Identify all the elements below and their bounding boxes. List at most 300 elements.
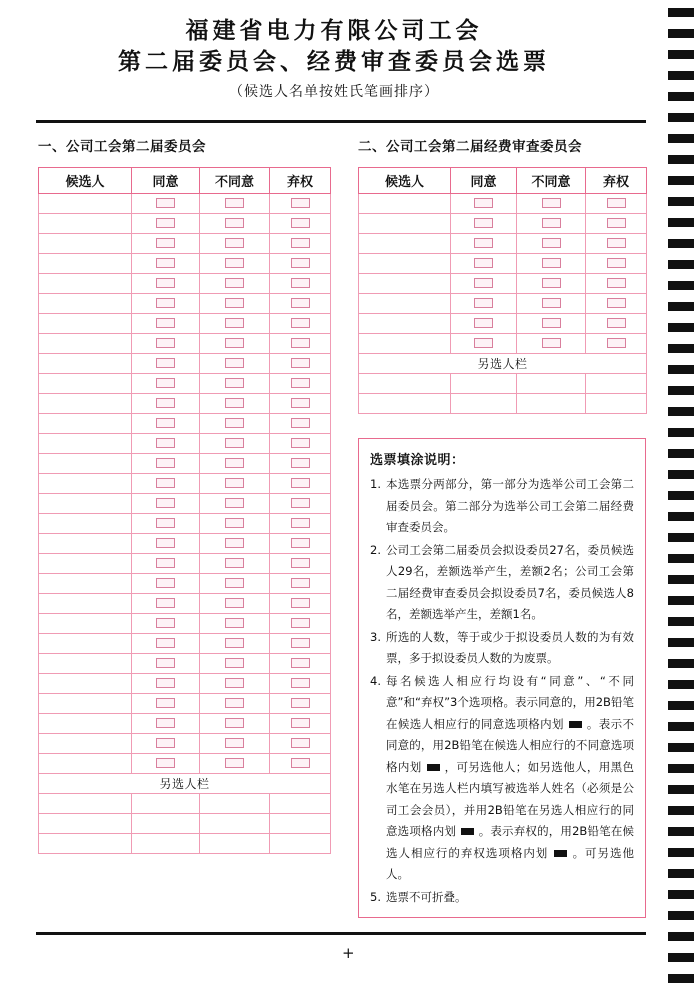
write-in-mark-cell[interactable] xyxy=(132,814,200,834)
table-row[interactable] xyxy=(39,254,331,274)
abstain-cell[interactable] xyxy=(270,694,331,714)
disagree-cell[interactable] xyxy=(200,234,270,254)
table-row[interactable] xyxy=(39,374,331,394)
table-row[interactable] xyxy=(359,194,647,214)
agree-cell[interactable] xyxy=(132,274,200,294)
mark-box[interactable] xyxy=(607,238,626,248)
agree-cell[interactable] xyxy=(451,334,517,354)
write-in-row[interactable] xyxy=(39,814,331,834)
table-row[interactable] xyxy=(359,274,647,294)
table-row[interactable] xyxy=(39,734,331,754)
table-row[interactable] xyxy=(39,414,331,434)
candidate-name-cell xyxy=(39,614,132,634)
write-in-name-cell[interactable] xyxy=(359,394,451,414)
abstain-cell[interactable] xyxy=(270,514,331,534)
mark-box[interactable] xyxy=(156,278,175,288)
mark-box[interactable] xyxy=(291,658,310,668)
mark-box[interactable] xyxy=(291,718,310,728)
agree-cell[interactable] xyxy=(132,234,200,254)
mark-box[interactable] xyxy=(607,258,626,268)
abstain-cell[interactable] xyxy=(586,274,647,294)
mark-box[interactable] xyxy=(291,378,310,388)
mark-box[interactable] xyxy=(156,478,175,488)
agree-cell[interactable] xyxy=(451,294,517,314)
mark-box[interactable] xyxy=(225,698,244,708)
mark-box[interactable] xyxy=(225,558,244,568)
table-row[interactable] xyxy=(39,474,331,494)
mark-box[interactable] xyxy=(542,258,561,268)
mark-box[interactable] xyxy=(225,738,244,748)
abstain-cell[interactable] xyxy=(270,634,331,654)
mark-box[interactable] xyxy=(291,298,310,308)
agree-cell[interactable] xyxy=(132,454,200,474)
mark-box[interactable] xyxy=(156,738,175,748)
abstain-cell[interactable] xyxy=(270,494,331,514)
disagree-cell[interactable] xyxy=(200,454,270,474)
table-row[interactable] xyxy=(39,554,331,574)
agree-cell[interactable] xyxy=(132,314,200,334)
abstain-cell[interactable] xyxy=(270,714,331,734)
mark-box[interactable] xyxy=(156,378,175,388)
mark-box[interactable] xyxy=(291,638,310,648)
mark-box[interactable] xyxy=(225,758,244,768)
mark-box[interactable] xyxy=(607,338,626,348)
agree-cell[interactable] xyxy=(132,694,200,714)
agree-cell[interactable] xyxy=(451,234,517,254)
agree-cell[interactable] xyxy=(132,654,200,674)
mark-box[interactable] xyxy=(156,538,175,548)
table-row[interactable] xyxy=(39,394,331,414)
instruction-text: 本选票分两部分，第一部分为选举公司工会第二届委员会。第二部分为选举公司工会第二届经费审查委员会。 xyxy=(386,477,634,534)
table-row[interactable] xyxy=(39,454,331,474)
ballot-table-finance[interactable] xyxy=(358,167,647,414)
mark-box[interactable] xyxy=(607,198,626,208)
abstain-cell[interactable] xyxy=(586,254,647,274)
mark-box[interactable] xyxy=(542,298,561,308)
mark-box[interactable] xyxy=(156,598,175,608)
table-row[interactable] xyxy=(39,754,331,774)
abstain-cell[interactable] xyxy=(586,334,647,354)
table-row[interactable] xyxy=(39,214,331,234)
abstain-cell[interactable] xyxy=(270,314,331,334)
mark-box[interactable] xyxy=(156,618,175,628)
disagree-cell[interactable] xyxy=(200,554,270,574)
table-row[interactable] xyxy=(39,274,331,294)
mark-box[interactable] xyxy=(291,258,310,268)
table-row[interactable] xyxy=(359,314,647,334)
disagree-cell[interactable] xyxy=(200,514,270,534)
table-row[interactable] xyxy=(359,294,647,314)
mark-box[interactable] xyxy=(156,498,175,508)
mark-box[interactable] xyxy=(542,198,561,208)
mark-box[interactable] xyxy=(474,298,493,308)
mark-box[interactable] xyxy=(225,418,244,428)
mark-box[interactable] xyxy=(156,458,175,468)
abstain-cell[interactable] xyxy=(270,394,331,414)
mark-box[interactable] xyxy=(225,578,244,588)
mark-box[interactable] xyxy=(474,258,493,268)
disagree-cell[interactable] xyxy=(200,394,270,414)
mark-box[interactable] xyxy=(225,718,244,728)
candidate-name-cell xyxy=(39,714,132,734)
agree-cell[interactable] xyxy=(132,634,200,654)
mark-box[interactable] xyxy=(291,758,310,768)
disagree-cell[interactable] xyxy=(517,294,586,314)
mark-box[interactable] xyxy=(156,238,175,248)
abstain-cell[interactable] xyxy=(586,194,647,214)
mark-box[interactable] xyxy=(225,238,244,248)
mark-box[interactable] xyxy=(156,298,175,308)
table-row[interactable] xyxy=(39,694,331,714)
disagree-cell[interactable] xyxy=(200,354,270,374)
abstain-cell[interactable] xyxy=(270,554,331,574)
agree-cell[interactable] xyxy=(132,734,200,754)
agree-cell[interactable] xyxy=(132,674,200,694)
mark-box[interactable] xyxy=(225,298,244,308)
mark-box[interactable] xyxy=(291,698,310,708)
disagree-cell[interactable] xyxy=(200,334,270,354)
abstain-cell[interactable] xyxy=(270,354,331,374)
mark-box[interactable] xyxy=(474,198,493,208)
table-row[interactable] xyxy=(39,294,331,314)
mark-box[interactable] xyxy=(291,598,310,608)
write-in-mark-cell[interactable] xyxy=(586,374,647,394)
disagree-cell[interactable] xyxy=(200,494,270,514)
disagree-cell[interactable] xyxy=(200,754,270,774)
mark-box[interactable] xyxy=(156,658,175,668)
mark-box[interactable] xyxy=(291,338,310,348)
mark-box[interactable] xyxy=(474,238,493,248)
write-in-mark-cell[interactable] xyxy=(517,374,586,394)
table-row[interactable] xyxy=(39,194,331,214)
mark-box[interactable] xyxy=(291,398,310,408)
column-header-disagree: 不同意 xyxy=(200,168,270,194)
mark-box[interactable] xyxy=(225,498,244,508)
abstain-cell[interactable] xyxy=(586,214,647,234)
mark-box[interactable] xyxy=(156,218,175,228)
agree-cell[interactable] xyxy=(132,494,200,514)
abstain-cell[interactable] xyxy=(270,234,331,254)
disagree-cell[interactable] xyxy=(200,694,270,714)
mark-box[interactable] xyxy=(225,658,244,668)
table-row[interactable] xyxy=(39,334,331,354)
disagree-cell[interactable] xyxy=(517,254,586,274)
table-row[interactable] xyxy=(39,534,331,554)
mark-box[interactable] xyxy=(474,338,493,348)
disagree-cell[interactable] xyxy=(200,434,270,454)
agree-cell[interactable] xyxy=(451,254,517,274)
abstain-cell[interactable] xyxy=(270,734,331,754)
table-row[interactable] xyxy=(359,254,647,274)
write-in-mark-cell[interactable] xyxy=(451,394,517,414)
disagree-cell[interactable] xyxy=(200,534,270,554)
mark-box[interactable] xyxy=(156,418,175,428)
disagree-cell[interactable] xyxy=(517,314,586,334)
disagree-cell[interactable] xyxy=(200,374,270,394)
mark-box[interactable] xyxy=(156,518,175,528)
table-row[interactable] xyxy=(39,494,331,514)
perforation-tick xyxy=(668,890,694,899)
mark-box[interactable] xyxy=(291,518,310,528)
write-in-name-cell[interactable] xyxy=(359,374,451,394)
agree-cell[interactable] xyxy=(451,314,517,334)
disagree-cell[interactable] xyxy=(200,274,270,294)
table-row[interactable] xyxy=(39,674,331,694)
agree-cell[interactable] xyxy=(132,574,200,594)
mark-box[interactable] xyxy=(607,318,626,328)
mark-box[interactable] xyxy=(156,698,175,708)
mark-box[interactable] xyxy=(291,358,310,368)
write-in-mark-cell[interactable] xyxy=(586,394,647,414)
disagree-cell[interactable] xyxy=(200,294,270,314)
agree-cell[interactable] xyxy=(132,534,200,554)
agree-cell[interactable] xyxy=(132,294,200,314)
mark-box[interactable] xyxy=(156,438,175,448)
perforation-tick xyxy=(668,197,694,206)
table-row[interactable] xyxy=(39,634,331,654)
abstain-cell[interactable] xyxy=(270,614,331,634)
mark-box[interactable] xyxy=(291,618,310,628)
write-in-mark-cell[interactable] xyxy=(270,834,331,854)
write-in-mark-cell[interactable] xyxy=(270,814,331,834)
abstain-cell[interactable] xyxy=(270,454,331,474)
abstain-cell[interactable] xyxy=(270,754,331,774)
abstain-cell[interactable] xyxy=(270,194,331,214)
disagree-cell[interactable] xyxy=(200,674,270,694)
disagree-cell[interactable] xyxy=(200,414,270,434)
write-in-mark-cell[interactable] xyxy=(200,834,270,854)
agree-cell[interactable] xyxy=(132,374,200,394)
disagree-cell[interactable] xyxy=(517,274,586,294)
agree-cell[interactable] xyxy=(132,354,200,374)
table-row[interactable] xyxy=(359,234,647,254)
table-row[interactable] xyxy=(359,334,647,354)
agree-cell[interactable] xyxy=(132,554,200,574)
write-in-name-cell[interactable] xyxy=(39,794,132,814)
table-row[interactable] xyxy=(39,594,331,614)
mark-box[interactable] xyxy=(542,318,561,328)
abstain-cell[interactable] xyxy=(270,334,331,354)
abstain-cell[interactable] xyxy=(270,534,331,554)
mark-box[interactable] xyxy=(225,518,244,528)
table-row[interactable] xyxy=(39,614,331,634)
table-row[interactable] xyxy=(359,214,647,234)
mark-box[interactable] xyxy=(225,478,244,488)
agree-cell[interactable] xyxy=(132,334,200,354)
abstain-cell[interactable] xyxy=(270,594,331,614)
mark-box[interactable] xyxy=(225,358,244,368)
write-in-mark-cell[interactable] xyxy=(270,794,331,814)
mark-box[interactable] xyxy=(542,278,561,288)
table-row[interactable] xyxy=(39,434,331,454)
perforation-tick xyxy=(668,302,694,311)
abstain-cell[interactable] xyxy=(586,294,647,314)
mark-box[interactable] xyxy=(156,318,175,328)
disagree-cell[interactable] xyxy=(200,254,270,274)
mark-box[interactable] xyxy=(225,438,244,448)
mark-box[interactable] xyxy=(291,318,310,328)
mark-box[interactable] xyxy=(156,718,175,728)
mark-box[interactable] xyxy=(291,458,310,468)
abstain-cell[interactable] xyxy=(270,254,331,274)
abstain-cell[interactable] xyxy=(270,674,331,694)
write-in-mark-cell[interactable] xyxy=(132,834,200,854)
mark-box[interactable] xyxy=(225,258,244,268)
disagree-cell[interactable] xyxy=(517,214,586,234)
write-in-row[interactable] xyxy=(359,394,647,414)
table-row[interactable] xyxy=(39,574,331,594)
table-row[interactable] xyxy=(39,514,331,534)
table-row[interactable] xyxy=(39,354,331,374)
mark-box[interactable] xyxy=(291,238,310,248)
mark-box[interactable] xyxy=(225,598,244,608)
mark-box[interactable] xyxy=(291,538,310,548)
disagree-cell[interactable] xyxy=(517,194,586,214)
mark-box[interactable] xyxy=(225,678,244,688)
mark-box[interactable] xyxy=(607,278,626,288)
agree-cell[interactable] xyxy=(132,754,200,774)
abstain-cell[interactable] xyxy=(270,474,331,494)
mark-box[interactable] xyxy=(225,378,244,388)
abstain-cell[interactable] xyxy=(270,434,331,454)
mark-box[interactable] xyxy=(474,318,493,328)
agree-cell[interactable] xyxy=(451,214,517,234)
mark-box[interactable] xyxy=(225,458,244,468)
perforation-tick xyxy=(668,848,694,857)
mark-box[interactable] xyxy=(542,338,561,348)
agree-cell[interactable] xyxy=(132,514,200,534)
disagree-cell[interactable] xyxy=(200,574,270,594)
table-row[interactable] xyxy=(39,314,331,334)
write-in-row[interactable] xyxy=(39,794,331,814)
agree-cell[interactable] xyxy=(132,594,200,614)
agree-cell[interactable] xyxy=(132,714,200,734)
mark-box[interactable] xyxy=(474,218,493,228)
write-in-mark-cell[interactable] xyxy=(200,794,270,814)
abstain-cell[interactable] xyxy=(270,414,331,434)
write-in-mark-cell[interactable] xyxy=(200,814,270,834)
disagree-cell[interactable] xyxy=(200,594,270,614)
write-in-name-cell[interactable] xyxy=(39,834,132,854)
disagree-cell[interactable] xyxy=(200,714,270,734)
mark-box[interactable] xyxy=(607,218,626,228)
mark-box[interactable] xyxy=(156,558,175,568)
abstain-cell[interactable] xyxy=(270,214,331,234)
mark-box[interactable] xyxy=(225,638,244,648)
instruction-item xyxy=(370,540,634,626)
mark-box[interactable] xyxy=(225,538,244,548)
ballot-table-committee[interactable] xyxy=(38,167,331,854)
agree-cell[interactable] xyxy=(132,414,200,434)
mark-box[interactable] xyxy=(156,678,175,688)
mark-box[interactable] xyxy=(291,478,310,488)
write-in-mark-cell[interactable] xyxy=(517,394,586,414)
perforation-tick xyxy=(668,512,694,521)
mark-box[interactable] xyxy=(291,438,310,448)
disagree-cell[interactable] xyxy=(200,654,270,674)
mark-box[interactable] xyxy=(225,338,244,348)
table-header-row xyxy=(39,168,331,194)
abstain-cell[interactable] xyxy=(270,294,331,314)
mark-box[interactable] xyxy=(542,218,561,228)
mark-box[interactable] xyxy=(156,758,175,768)
table-row[interactable] xyxy=(39,654,331,674)
disagree-cell[interactable] xyxy=(200,314,270,334)
agree-cell[interactable] xyxy=(132,194,200,214)
candidate-name-cell xyxy=(39,434,132,454)
write-in-mark-cell[interactable] xyxy=(132,794,200,814)
disagree-cell[interactable] xyxy=(200,214,270,234)
mark-box[interactable] xyxy=(291,578,310,588)
disagree-cell[interactable] xyxy=(200,634,270,654)
mark-box[interactable] xyxy=(291,198,310,208)
mark-box[interactable] xyxy=(291,738,310,748)
disagree-cell[interactable] xyxy=(200,194,270,214)
mark-box[interactable] xyxy=(225,618,244,628)
write-in-row[interactable] xyxy=(39,834,331,854)
mark-box[interactable] xyxy=(156,258,175,268)
disagree-cell[interactable] xyxy=(200,734,270,754)
abstain-cell[interactable] xyxy=(270,374,331,394)
agree-cell[interactable] xyxy=(132,474,200,494)
agree-cell[interactable] xyxy=(132,434,200,454)
mark-box[interactable] xyxy=(156,578,175,588)
agree-cell[interactable] xyxy=(132,254,200,274)
table-row[interactable] xyxy=(39,234,331,254)
mark-box[interactable] xyxy=(291,558,310,568)
agree-cell[interactable] xyxy=(451,274,517,294)
mark-box[interactable] xyxy=(291,218,310,228)
abstain-cell[interactable] xyxy=(586,234,647,254)
mark-box[interactable] xyxy=(225,398,244,408)
mark-box[interactable] xyxy=(542,238,561,248)
mark-box[interactable] xyxy=(156,358,175,368)
disagree-cell[interactable] xyxy=(517,334,586,354)
mark-box[interactable] xyxy=(156,398,175,408)
write-in-mark-cell[interactable] xyxy=(451,374,517,394)
abstain-cell[interactable] xyxy=(586,314,647,334)
mark-box[interactable] xyxy=(291,498,310,508)
abstain-cell[interactable] xyxy=(270,274,331,294)
mark-box[interactable] xyxy=(291,678,310,688)
mark-box[interactable] xyxy=(474,278,493,288)
abstain-cell[interactable] xyxy=(270,654,331,674)
agree-cell[interactable] xyxy=(132,214,200,234)
mark-box[interactable] xyxy=(156,338,175,348)
disagree-cell[interactable] xyxy=(200,474,270,494)
mark-box[interactable] xyxy=(225,278,244,288)
disagree-cell[interactable] xyxy=(200,614,270,634)
mark-box[interactable] xyxy=(225,318,244,328)
candidate-name-cell xyxy=(359,194,451,214)
table-row[interactable] xyxy=(39,714,331,734)
agree-cell[interactable] xyxy=(451,194,517,214)
agree-cell[interactable] xyxy=(132,614,200,634)
mark-box[interactable] xyxy=(291,278,310,288)
write-in-name-cell[interactable] xyxy=(39,814,132,834)
agree-cell[interactable] xyxy=(132,394,200,414)
mark-box[interactable] xyxy=(225,218,244,228)
mark-box[interactable] xyxy=(156,198,175,208)
disagree-cell[interactable] xyxy=(517,234,586,254)
mark-box[interactable] xyxy=(225,198,244,208)
candidate-name-cell xyxy=(39,274,132,294)
mark-box[interactable] xyxy=(156,638,175,648)
abstain-cell[interactable] xyxy=(270,574,331,594)
write-in-row[interactable] xyxy=(359,374,647,394)
mark-box[interactable] xyxy=(291,418,310,428)
mark-box[interactable] xyxy=(607,298,626,308)
